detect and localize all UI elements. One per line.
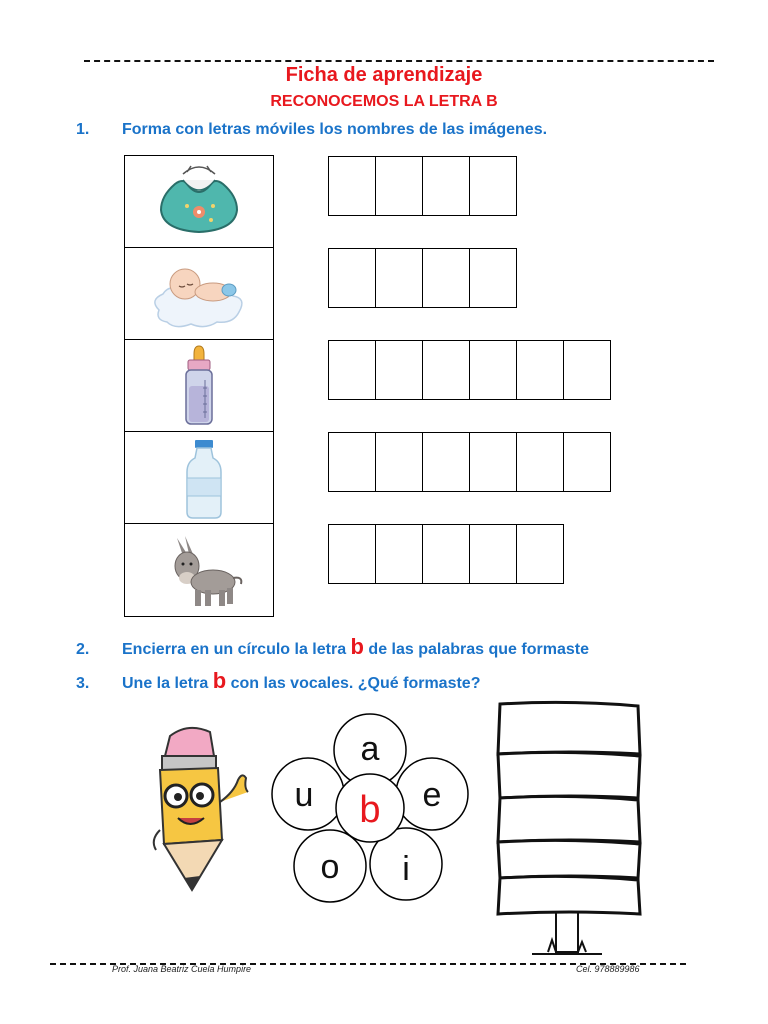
letter-box[interactable] xyxy=(469,432,517,492)
top-dash-divider xyxy=(84,60,714,62)
letter-box[interactable] xyxy=(375,340,423,400)
letter-box-row-2 xyxy=(328,248,516,308)
letter-box[interactable] xyxy=(516,340,564,400)
highlight-letter: b xyxy=(350,634,364,659)
letter-box[interactable] xyxy=(375,248,423,308)
instruction-number: 1. xyxy=(76,121,90,138)
letter-box[interactable] xyxy=(422,248,470,308)
instruction-3 xyxy=(76,668,481,693)
wooden-sign xyxy=(492,700,646,958)
picture-cell-baby-bottle xyxy=(125,340,273,432)
baby-bottle-icon xyxy=(125,340,273,432)
letter-box-row-1 xyxy=(328,156,516,216)
letter-box[interactable] xyxy=(516,524,564,584)
letter-box[interactable] xyxy=(328,524,376,584)
letter-box[interactable] xyxy=(469,524,517,584)
letter-box[interactable] xyxy=(563,432,611,492)
highlight-letter: b xyxy=(212,668,227,693)
letter-box[interactable] xyxy=(422,524,470,584)
instruction-text-before: Encierra en un círculo la letra xyxy=(122,641,351,658)
letter-box[interactable] xyxy=(422,156,470,216)
petal-letter: u xyxy=(294,776,314,814)
instruction-text: Forma con letras móviles los nombres de las imágenes. xyxy=(122,121,548,138)
letter-box-row-4 xyxy=(328,432,610,492)
letter-box[interactable] xyxy=(563,340,611,400)
picture-cell-baby xyxy=(125,248,273,340)
picture-cell-donkey xyxy=(125,524,273,616)
footer-author: Prof. Juana Beatriz Cuela Humpire xyxy=(112,964,252,974)
instruction-number: 2. xyxy=(76,641,90,658)
picture-cell-water-bottle xyxy=(125,432,273,524)
petal-letter: e xyxy=(422,776,442,814)
letter-flower xyxy=(270,712,490,912)
letter-box-row-5 xyxy=(328,524,563,584)
letter-box[interactable] xyxy=(328,432,376,492)
instruction-text-before: Une la letra xyxy=(122,675,213,692)
donkey-icon xyxy=(125,524,273,616)
sign-board[interactable] xyxy=(498,840,640,878)
sign-board[interactable] xyxy=(498,876,640,914)
sign-board[interactable] xyxy=(498,702,640,754)
letter-box[interactable] xyxy=(422,432,470,492)
letter-box[interactable] xyxy=(375,432,423,492)
petal-letter: a xyxy=(360,730,380,768)
page-title: Ficha de aprendizaje xyxy=(285,64,483,86)
instruction-2 xyxy=(76,634,589,659)
letter-box[interactable] xyxy=(375,156,423,216)
letter-box[interactable] xyxy=(422,340,470,400)
sign-post xyxy=(556,912,578,952)
letter-box[interactable] xyxy=(328,156,376,216)
sign-board[interactable] xyxy=(498,796,640,842)
pencil-mascot-icon xyxy=(130,722,260,892)
letter-box[interactable] xyxy=(328,340,376,400)
footer-phone: Cel. 978889986 xyxy=(576,964,640,974)
letter-box[interactable] xyxy=(469,248,517,308)
baby-icon xyxy=(125,248,273,340)
letter-box[interactable] xyxy=(375,524,423,584)
letter-box-row-3 xyxy=(328,340,610,400)
letter-box[interactable] xyxy=(328,248,376,308)
letter-box[interactable] xyxy=(516,432,564,492)
sign-board[interactable] xyxy=(498,752,640,798)
petal-letter: o xyxy=(320,848,340,886)
bib-icon xyxy=(125,156,273,248)
instruction-number: 3. xyxy=(76,675,90,692)
instruction-text-after: de las palabras que formaste xyxy=(363,641,589,658)
instruction-text-after: con las vocales. ¿Qué formaste? xyxy=(226,675,481,692)
picture-table xyxy=(124,155,274,617)
letter-box[interactable] xyxy=(469,156,517,216)
petal-letter: i xyxy=(402,850,410,888)
center-letter: b xyxy=(359,789,381,831)
page-subtitle: RECONOCEMOS LA LETRA B xyxy=(270,93,498,110)
picture-cell-bib xyxy=(125,156,273,248)
instruction-1 xyxy=(76,121,547,139)
water-bottle-icon xyxy=(125,432,273,524)
letter-box[interactable] xyxy=(469,340,517,400)
